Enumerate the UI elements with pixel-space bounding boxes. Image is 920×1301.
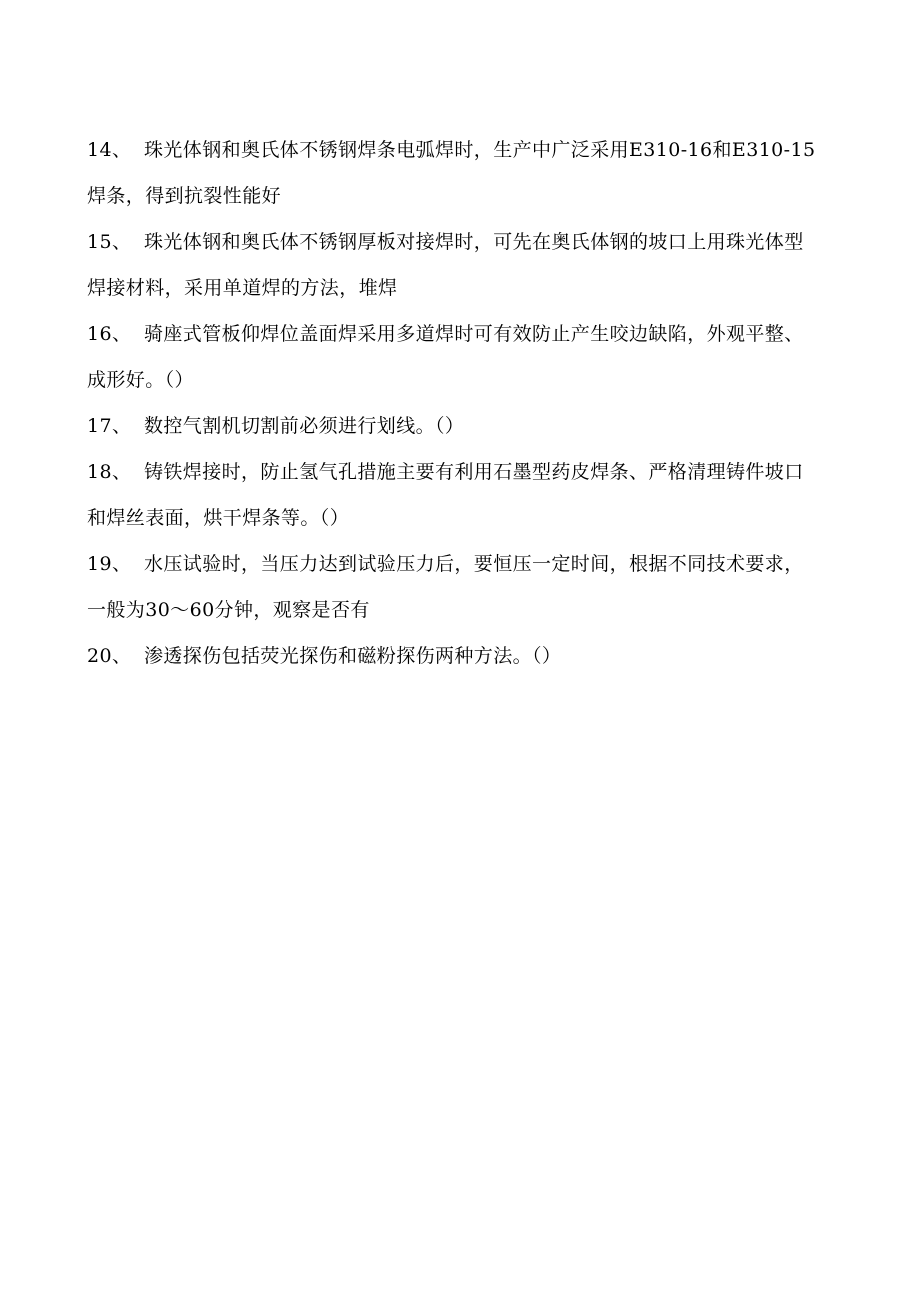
question-text: 数控气割机切割前必须进行划线。（） — [144, 415, 465, 437]
question-list — [87, 127, 817, 679]
question-item — [87, 633, 817, 679]
question-item — [87, 219, 817, 311]
question-number: 18、 — [87, 461, 132, 483]
question-number: 20、 — [87, 645, 132, 667]
question-item — [87, 127, 817, 219]
question-number: 14、 — [87, 139, 132, 161]
question-item — [87, 541, 817, 633]
question-text: 渗透探伤包括荧光探伤和磁粉探伤两种方法。（） — [144, 645, 562, 667]
question-number: 19、 — [87, 553, 132, 575]
question-number: 16、 — [87, 323, 132, 345]
question-item — [87, 311, 817, 403]
question-text: 珠光体钢和奥氏体不锈钢厚板对接焊时，可先在奥氏体钢的坡口上用珠光体型焊接材料，采用单道焊的方法，堆焊 — [87, 231, 804, 299]
question-text: 珠光体钢和奥氏体不锈钢焊条电弧焊时，生产中广泛采用E310-16和E310-15焊条，得到抗裂性能好 — [87, 139, 816, 207]
question-number: 15、 — [87, 231, 132, 253]
question-text: 骑座式管板仰焊位盖面焊采用多道焊时可有效防止产生咬边缺陷，外观平整、成形好。（） — [87, 323, 804, 391]
question-item — [87, 403, 817, 449]
question-text: 水压试验时，当压力达到试验压力后，要恒压一定时间，根据不同技术要求，一般为30～60分钟，观察是否有 — [87, 553, 804, 621]
question-item — [87, 449, 817, 541]
question-number: 17、 — [87, 415, 132, 437]
question-text: 铸铁焊接时，防止氢气孔措施主要有利用石墨型药皮焊条、严格清理铸件坡口和焊丝表面，烘干焊条等。（） — [87, 461, 804, 529]
